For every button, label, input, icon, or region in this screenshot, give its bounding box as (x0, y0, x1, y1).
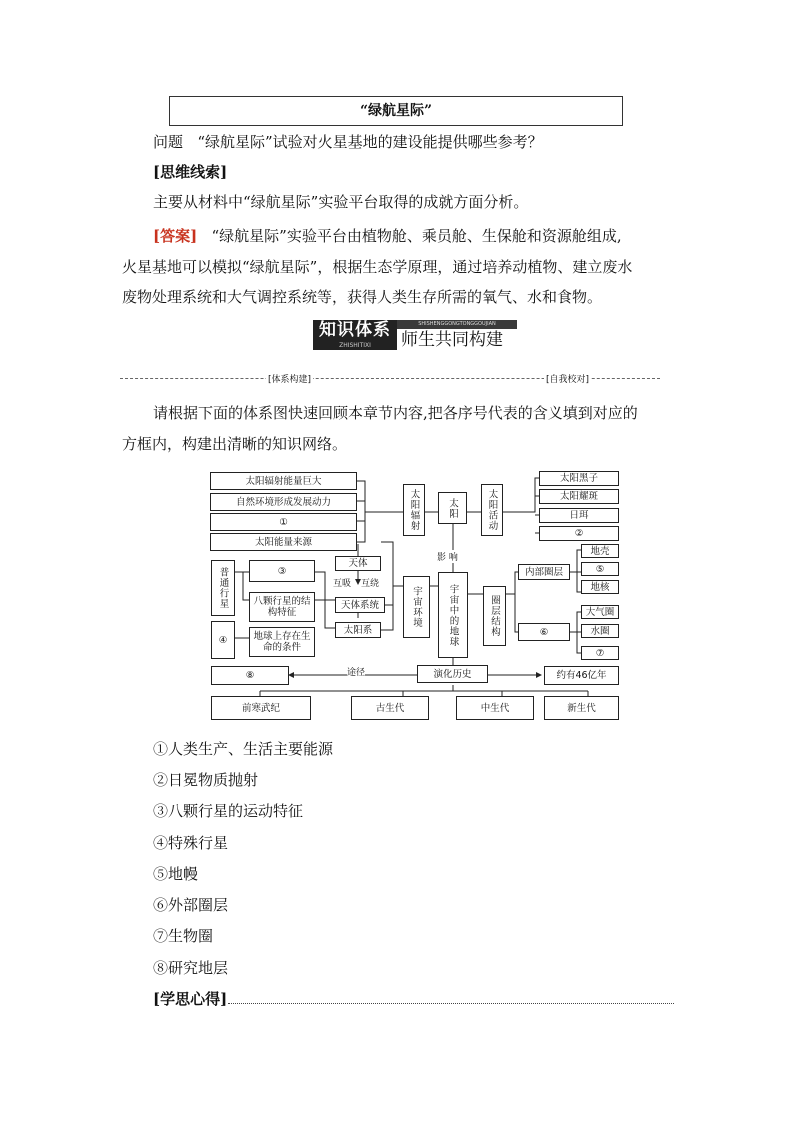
label-mutual-orbit: 互绕 (361, 576, 379, 589)
box-sun: 太阳 (438, 492, 467, 524)
box-atmosphere: 大气圈 (581, 605, 619, 619)
box-prominence: 日珥 (539, 508, 619, 523)
box-celestial-system: 天体系统 (335, 597, 385, 613)
box-blank-5: ⑤ (581, 562, 619, 576)
box-blank-8: ⑧ (211, 666, 289, 685)
question-line (153, 131, 543, 152)
question-text: “绿航星际”试验对火星基地的建设能提供哪些参考？ (197, 133, 543, 151)
answer-item: ⑦生物圈 (153, 927, 214, 945)
box-celestial-body: 天体 (335, 556, 381, 571)
instruction-line-1: 请根据下面的体系图快速回顾本章节内容,把各序号代表的含义填到对应的 (153, 404, 638, 422)
instruction-line-2: 方框内，构建出清晰的知识网络。 (122, 435, 348, 453)
divider-right-tag: [自我校对] (544, 372, 591, 385)
box-sphere-structure: 圈层结构 (483, 586, 506, 646)
answer-line-3: 废物处理系统和大气调控系统等，获得人类生存所需的氧气、水和食物。 (122, 288, 603, 306)
box-inner-sphere: 内部圈层 (518, 564, 570, 580)
box-blank-6: ⑥ (518, 623, 570, 641)
answer-item: ⑥外部圈层 (153, 896, 229, 914)
box-blank-4: ④ (211, 621, 235, 659)
reflection-line (228, 1003, 674, 1004)
answer-line-1 (153, 225, 622, 246)
box-evolution-history: 演化历史 (417, 665, 488, 683)
thinking-text: 主要从材料中“绿航星际”实验平台取得的成就方面分析。 (153, 193, 529, 211)
box-solar-energy-source: 太阳能量来源 (210, 533, 357, 551)
answer-item: ③八颗行星的运动特征 (153, 802, 304, 820)
box-solar-energy-huge: 太阳辐射能量巨大 (210, 472, 357, 490)
question-label: 问题 (153, 133, 184, 151)
box-common-planet: 普通行星 (211, 560, 235, 616)
box-solar-activity: 太阳活动 (481, 484, 503, 536)
answer-line-2: 火星基地可以模拟“绿航星际”，根据生态学原理，通过培养动植物、建立废水 (122, 258, 633, 276)
box-solar-system: 太阳系 (335, 622, 381, 638)
answer-item: ①人类生产、生活主要能源 (153, 740, 334, 758)
box-blank-2: ② (539, 526, 619, 541)
label-path: 途径 (347, 665, 365, 678)
reflection-label: [学思心得] (153, 990, 228, 1008)
answer-item: ⑤地幔 (153, 865, 199, 883)
box-cosmic-environment: 宇宙环境 (403, 576, 430, 638)
answer-item: ②日冕物质抛射 (153, 771, 259, 789)
banner-left-title: 知识体系 (319, 320, 391, 340)
box-blank-7: ⑦ (581, 646, 619, 660)
answer-label: [答案] (153, 227, 198, 245)
box-natural-env-force: 自然环境形成发展动力 (210, 493, 357, 511)
box-precambrian: 前寒武纪 (211, 696, 311, 720)
answer-item: ④特殊行星 (153, 834, 229, 852)
box-eight-planets-structure: 八颗行星的结构特征 (249, 592, 315, 622)
box-blank-3: ③ (249, 560, 315, 582)
box-age: 约有46亿年 (544, 666, 619, 685)
box-crust: 地壳 (581, 544, 619, 558)
banner-right-pinyin: SHISHENGGONGTONGGOUJIAN (397, 320, 517, 329)
box-mesozoic: 中生代 (456, 696, 534, 720)
box-earth-in-universe: 宇宙中的地球 (438, 572, 468, 658)
section-title-box: “绿航星际” (169, 96, 623, 126)
knowledge-diagram (205, 466, 625, 726)
box-blank-1: ① (210, 513, 357, 531)
box-sunspot: 太阳黑子 (539, 471, 619, 486)
box-solar-radiation: 太阳辐射 (403, 484, 425, 536)
box-solar-flare: 太阳耀斑 (539, 489, 619, 504)
answer-text-1: “绿航星际”实验平台由植物舱、乘员舱、生保舱和资源舱组成, (211, 227, 622, 245)
label-influence: 影 响 (437, 550, 458, 563)
label-mutual-attract: 互吸 (333, 576, 351, 589)
answer-item: ⑧研究地层 (153, 959, 229, 977)
box-paleozoic: 古生代 (351, 696, 429, 720)
banner-right-title: 师生共同构建 (401, 330, 503, 350)
box-cenozoic: 新生代 (544, 696, 619, 720)
banner-left-sub: ZHISHITIXI (339, 342, 371, 349)
banner-teacher-student (397, 320, 517, 350)
box-core: 地核 (581, 580, 619, 594)
box-life-conditions: 地球上存在生命的条件 (249, 627, 315, 657)
box-hydrosphere: 水圈 (581, 624, 619, 638)
thinking-label: [思维线索] (153, 163, 228, 181)
divider-left-tag: [体系构建] (266, 372, 313, 385)
banner-knowledge-system (313, 320, 397, 350)
